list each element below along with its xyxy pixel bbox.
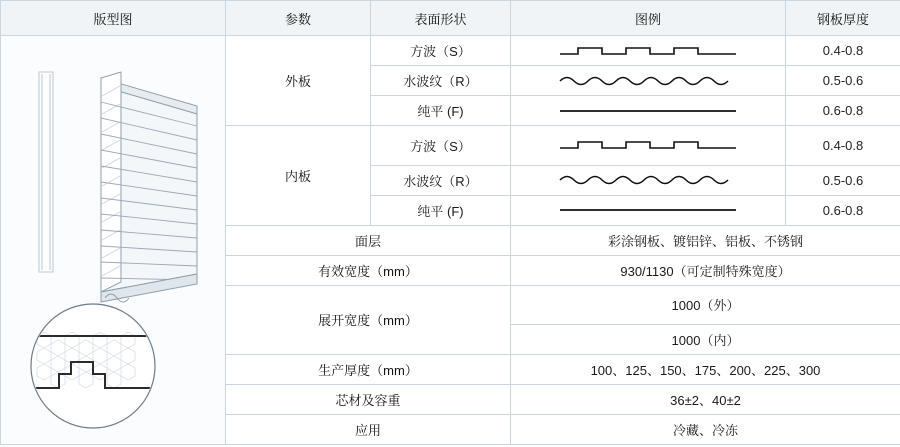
- value-unfold-width-inner: 1000（内）: [511, 325, 900, 355]
- thickness-outer-flat: 0.6-0.8: [786, 96, 900, 126]
- surface-shape-inner-ripple: 水波纹（R）: [371, 165, 511, 195]
- thickness-outer-ripple: 0.5-0.6: [786, 66, 900, 96]
- column-header-illustration: 图例: [511, 1, 786, 36]
- surface-shape-inner-square-wave: 方波（S）: [371, 126, 511, 166]
- panel-drawing-cell: [1, 36, 226, 445]
- table-row: [1, 36, 900, 66]
- panel-joint-detail-circle: [31, 304, 155, 428]
- value-surface-layer: 彩涂钢板、镀铝锌、铝板、不锈钢: [511, 225, 900, 255]
- parameter-inner-board: 内板: [226, 126, 371, 226]
- ripple-wave-profile-icon: [558, 171, 738, 189]
- surface-shape-outer-square-wave: 方波（S）: [371, 36, 511, 66]
- parameter-effective-width: 有效宽度（mm）: [226, 255, 511, 285]
- parameter-surface-layer: 面层: [226, 225, 511, 255]
- surface-shape-outer-flat: 纯平 (F): [371, 96, 511, 126]
- value-effective-width: 930/1130（可定制特殊宽度）: [511, 255, 900, 285]
- illustration-outer-flat: [511, 96, 786, 126]
- column-header-steel-thickness: 钢板厚度: [786, 1, 900, 36]
- column-header-profile-drawing: 版型图: [1, 1, 226, 36]
- value-application: 冷藏、冷冻: [511, 415, 900, 445]
- panel-drawing-svg: [1, 36, 224, 444]
- flat-profile-icon: [558, 102, 738, 120]
- square-wave-profile-icon: [558, 42, 738, 60]
- illustration-inner-ripple: [511, 165, 786, 195]
- surface-shape-outer-ripple: 水波纹（R）: [371, 66, 511, 96]
- thickness-inner-square-wave: 0.4-0.8: [786, 126, 900, 166]
- parameter-outer-board: 外板: [226, 36, 371, 126]
- column-header-parameter: 参数: [226, 1, 371, 36]
- table-header-row: [1, 1, 900, 36]
- illustration-outer-square-wave: [511, 36, 786, 66]
- illustration-inner-flat: [511, 195, 786, 225]
- parameter-application: 应用: [226, 415, 511, 445]
- surface-shape-inner-flat: 纯平 (F): [371, 195, 511, 225]
- parameter-unfold-width: 展开宽度（mm）: [226, 285, 511, 355]
- sandwich-panel-drawing: [1, 36, 224, 444]
- value-core-material: 36±2、40±2: [511, 385, 900, 415]
- flat-profile-icon: [558, 201, 738, 219]
- thickness-outer-square-wave: 0.4-0.8: [786, 36, 900, 66]
- illustration-inner-square-wave: [511, 126, 786, 166]
- parameter-core-material: 芯材及容重: [226, 385, 511, 415]
- square-wave-profile-icon: [558, 136, 738, 154]
- illustration-outer-ripple: [511, 66, 786, 96]
- ripple-wave-profile-icon: [558, 72, 738, 90]
- parameter-production-thickness: 生产厚度（mm）: [226, 355, 511, 385]
- thickness-inner-ripple: 0.5-0.6: [786, 165, 900, 195]
- value-production-thickness: 100、125、150、175、200、225、300: [511, 355, 900, 385]
- thickness-inner-flat: 0.6-0.8: [786, 195, 900, 225]
- column-header-surface-shape: 表面形状: [371, 1, 511, 36]
- value-unfold-width-outer: 1000（外）: [511, 285, 900, 325]
